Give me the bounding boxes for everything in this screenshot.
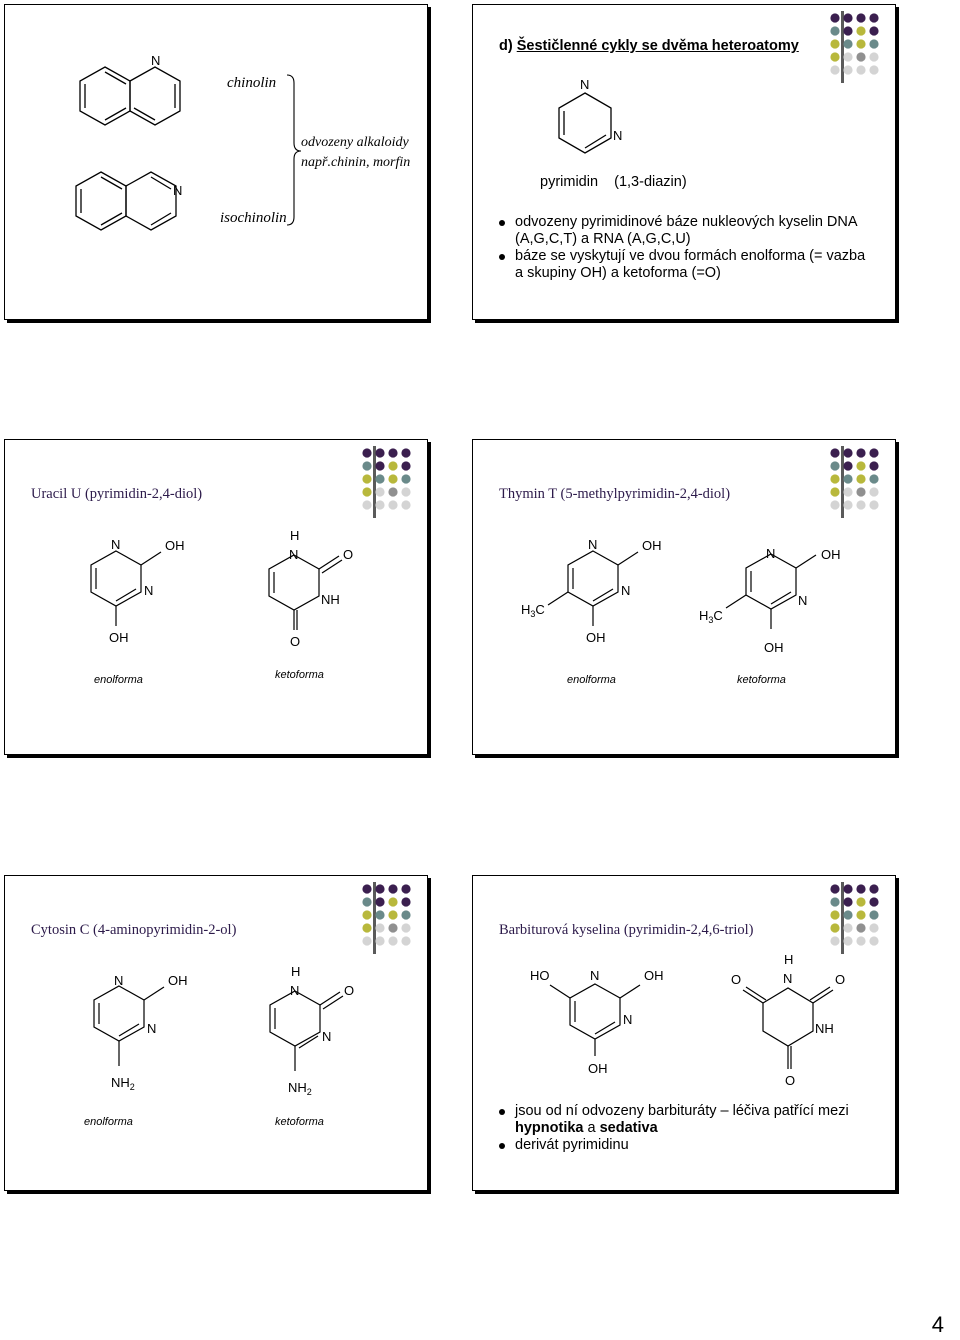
barbiturova-title: Barbiturová kyselina (pyrimidin-2,4,6-triol) [499,922,754,938]
thymin-title: Thymin T (5-methylpyrimidin-2,4-diol) [499,486,731,502]
uracil-structures [5,440,429,756]
svg-text:H3C: $H_3C$ [521,602,545,619]
svg-text:N: N [144,583,154,598]
svg-text:N: N [798,593,808,608]
svg-text:OH: OH [588,1061,608,1076]
svg-text:H: H [290,528,300,543]
uracil-enol-caption: enolforma [94,674,143,686]
slide2-bullets [499,214,871,282]
svg-text:N: N [783,971,793,986]
label-chinolin: chinolin [227,75,277,91]
svg-text:NH: NH [321,592,340,607]
chinolin-ring [80,67,180,125]
slide-pyrimidin [472,4,896,320]
svg-text:NH2: $NH_2$ [288,1080,312,1097]
svg-text:OH: OH [644,968,664,983]
svg-text:OH: OH [821,547,841,562]
pyrimidin-n3: N [613,128,623,143]
svg-text:OH: OH [586,630,606,645]
svg-text:O: O [785,1073,796,1088]
svg-text:N: N [623,1012,633,1027]
svg-text:HO: HO [530,968,550,983]
brace-note-1: odvozeny alkaloidy [301,135,409,150]
slide6-bullet-2: derivát pyrimidinu [499,1137,879,1154]
chinolin-n: N [151,53,161,68]
slide-chinolin [4,4,428,320]
slide-thymin [472,439,896,755]
svg-text:O: O [731,972,742,987]
svg-text:O: O [290,634,301,649]
svg-text:OH: OH [165,538,185,553]
page-number: 4 [931,1312,944,1337]
svg-text:OH: OH [168,973,188,988]
slide-barbiturova [472,875,896,1191]
uracil-keto-caption: ketoforma [275,669,324,681]
thymin-keto-caption: ketoforma [737,674,786,686]
pyrimidin-caption: pyrimidin (1,3-diazin) [540,174,687,190]
cytosin-title: Cytosin C (4-aminopyrimidin-2-ol) [31,922,237,938]
svg-text:N: N [766,546,776,561]
brace [287,75,301,225]
isochinolin-n: N [173,183,183,198]
svg-text:N: N [289,547,299,562]
slide6-bullet-1: jsou od ní odvozeny barbituráty – léčiva patřící mezi hypnotika a sedativa [499,1103,879,1137]
slide2-heading: d) Šestičlenné cykly se dvěma heteroatomy [499,38,799,54]
cytosin-structures [5,876,429,1192]
svg-text:OH: OH [764,640,784,655]
slide2-bullet-1: odvozeny pyrimidinové báze nukleových kyselin DNA (A,G,C,T) a RNA (A,G,C,U) [499,214,871,248]
svg-text:OH: OH [109,630,129,645]
brace-note-2: např.chinin, morfin [301,155,411,170]
slide2-bullet-2: báze se vyskytují ve dvou formách enolforma (= vazba a skupiny OH) a ketoforma (=O) [499,248,871,282]
cytosin-enol-caption: enolforma [84,1116,133,1128]
svg-text:H: H [291,964,301,979]
svg-text:N: N [147,1021,157,1036]
svg-text:O: O [344,983,355,998]
label-isochinolin: isochinolin [220,210,287,226]
isochinolin-ring [76,172,176,230]
slide6-bullets [499,1103,879,1154]
slide-cytosin [4,875,428,1191]
svg-text:O: O [343,547,354,562]
svg-text:O: O [835,972,846,987]
svg-text:N: N [111,537,121,552]
svg-text:NH2: $NH_2$ [111,1075,135,1092]
uracil-title: Uracil U (pyrimidin-2,4-diol) [31,486,203,502]
svg-text:OH: OH [642,538,662,553]
slide-uracil [4,439,428,755]
svg-text:N: N [621,583,631,598]
svg-text:N: N [588,537,598,552]
svg-text:N: N [322,1029,332,1044]
svg-text:H: H [784,952,794,967]
cytosin-keto-caption: ketoforma [275,1116,324,1128]
svg-text:N: N [590,968,600,983]
svg-text:H3C: $H_3C$ [699,608,723,625]
svg-text:N: N [290,983,300,998]
svg-text:NH: NH [815,1021,834,1036]
svg-text:N: N [114,973,124,988]
thymin-structures [473,440,897,756]
pyrimidin-n1: N [580,77,590,92]
thymin-enol-caption: enolforma [567,674,616,686]
